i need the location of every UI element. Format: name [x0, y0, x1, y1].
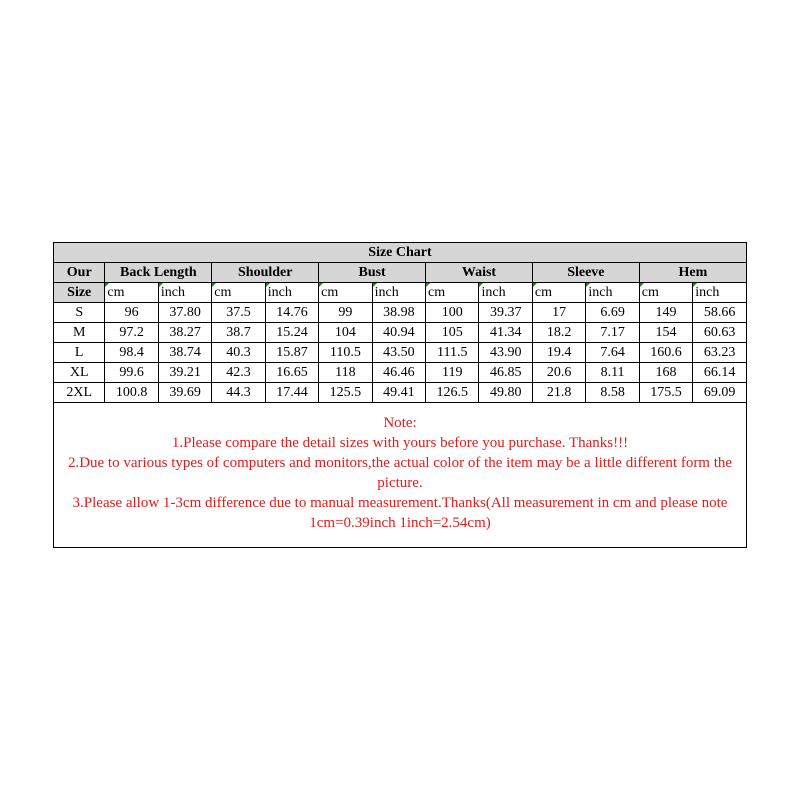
- table-cell: 63.23: [693, 343, 747, 363]
- table-cell: 6.69: [586, 303, 639, 323]
- column-group-header: Hem: [639, 263, 746, 283]
- table-cell: 7.17: [586, 323, 639, 343]
- table-cell: 8.11: [586, 363, 639, 383]
- unit-header-inch: inch: [479, 283, 532, 303]
- table-cell: 100: [426, 303, 479, 323]
- table-cell: 154: [639, 323, 692, 343]
- unit-header-inch: inch: [586, 283, 639, 303]
- table-row: [54, 343, 747, 363]
- table-cell: 16.65: [265, 363, 318, 383]
- table-cell: 39.37: [479, 303, 532, 323]
- table-row: [54, 303, 747, 323]
- our-size-label-bottom: Size: [54, 283, 105, 303]
- table-cell: 111.5: [426, 343, 479, 363]
- unit-header-cm: cm: [639, 283, 692, 303]
- table-row: [54, 323, 747, 343]
- unit-header-cm: cm: [105, 283, 158, 303]
- table-cell: 98.4: [105, 343, 158, 363]
- table-cell: 99: [319, 303, 372, 323]
- table-cell: 44.3: [212, 383, 265, 403]
- table-cell: 49.80: [479, 383, 532, 403]
- table-row: [54, 363, 747, 383]
- column-group-header: Sleeve: [532, 263, 639, 283]
- table-cell: 149: [639, 303, 692, 323]
- table-cell: 110.5: [319, 343, 372, 363]
- table-cell: 37.5: [212, 303, 265, 323]
- table-cell: 7.64: [586, 343, 639, 363]
- size-label: M: [54, 323, 105, 343]
- table-cell: 15.24: [265, 323, 318, 343]
- table-cell: 60.63: [693, 323, 747, 343]
- table-cell: 104: [319, 323, 372, 343]
- column-group-header: Back Length: [105, 263, 212, 283]
- unit-header-inch: inch: [265, 283, 318, 303]
- table-cell: 168: [639, 363, 692, 383]
- size-label: L: [54, 343, 105, 363]
- column-group-header: Waist: [426, 263, 533, 283]
- our-size-label-top: Our: [54, 263, 105, 283]
- table-cell: 41.34: [479, 323, 532, 343]
- table-cell: 38.27: [158, 323, 211, 343]
- table-cell: 126.5: [426, 383, 479, 403]
- table-cell: 18.2: [532, 323, 585, 343]
- table-cell: 96: [105, 303, 158, 323]
- size-table: [53, 242, 747, 403]
- table-title: Size Chart: [54, 243, 747, 263]
- table-cell: 125.5: [319, 383, 372, 403]
- table-cell: 99.6: [105, 363, 158, 383]
- unit-header-cm: cm: [212, 283, 265, 303]
- unit-header-cm: cm: [319, 283, 372, 303]
- column-group-header: Shoulder: [212, 263, 319, 283]
- unit-header-row: [54, 283, 747, 303]
- table-cell: 42.3: [212, 363, 265, 383]
- table-cell: 40.3: [212, 343, 265, 363]
- table-cell: 38.98: [372, 303, 425, 323]
- table-cell: 15.87: [265, 343, 318, 363]
- table-cell: 160.6: [639, 343, 692, 363]
- unit-header-inch: inch: [693, 283, 747, 303]
- table-row: [54, 383, 747, 403]
- note-line-3: 3.Please allow 1-3cm difference due to manual measurement.Thanks(All measurement in cm and please note 1cm=0.39inch 1inch=2.54cm): [72, 495, 728, 531]
- size-label: S: [54, 303, 105, 323]
- size-label: XL: [54, 363, 105, 383]
- note-line-2: 2.Due to various types of computers and monitors,the actual color of the item may be a little different form the picture.: [67, 455, 733, 491]
- size-label: 2XL: [54, 383, 105, 403]
- table-cell: 105: [426, 323, 479, 343]
- table-cell: 175.5: [639, 383, 692, 403]
- table-cell: 37.80: [158, 303, 211, 323]
- table-cell: 40.94: [372, 323, 425, 343]
- table-cell: 58.66: [693, 303, 747, 323]
- group-header-row: [54, 263, 747, 283]
- table-cell: 14.76: [265, 303, 318, 323]
- table-cell: 46.85: [479, 363, 532, 383]
- note-line-1: 1.Please compare the detail sizes with yours before you purchase. Thanks!!!: [171, 435, 629, 451]
- table-cell: 38.74: [158, 343, 211, 363]
- table-cell: 17: [532, 303, 585, 323]
- table-cell: 118: [319, 363, 372, 383]
- unit-header-inch: inch: [372, 283, 425, 303]
- table-cell: 38.7: [212, 323, 265, 343]
- table-cell: 119: [426, 363, 479, 383]
- table-cell: 20.6: [532, 363, 585, 383]
- notes-box: [53, 403, 747, 548]
- table-cell: 69.09: [693, 383, 747, 403]
- table-cell: 49.41: [372, 383, 425, 403]
- table-cell: 8.58: [586, 383, 639, 403]
- table-cell: 17.44: [265, 383, 318, 403]
- table-cell: 46.46: [372, 363, 425, 383]
- unit-header-cm: cm: [426, 283, 479, 303]
- table-cell: 19.4: [532, 343, 585, 363]
- title-row: [54, 243, 747, 263]
- unit-header-cm: cm: [532, 283, 585, 303]
- table-cell: 100.8: [105, 383, 158, 403]
- note-heading: Note:: [383, 415, 417, 431]
- unit-header-inch: inch: [158, 283, 211, 303]
- table-cell: 21.8: [532, 383, 585, 403]
- table-cell: 43.50: [372, 343, 425, 363]
- table-cell: 66.14: [693, 363, 747, 383]
- table-cell: 39.69: [158, 383, 211, 403]
- size-chart: [53, 242, 747, 548]
- table-cell: 43.90: [479, 343, 532, 363]
- table-cell: 97.2: [105, 323, 158, 343]
- column-group-header: Bust: [319, 263, 426, 283]
- table-cell: 39.21: [158, 363, 211, 383]
